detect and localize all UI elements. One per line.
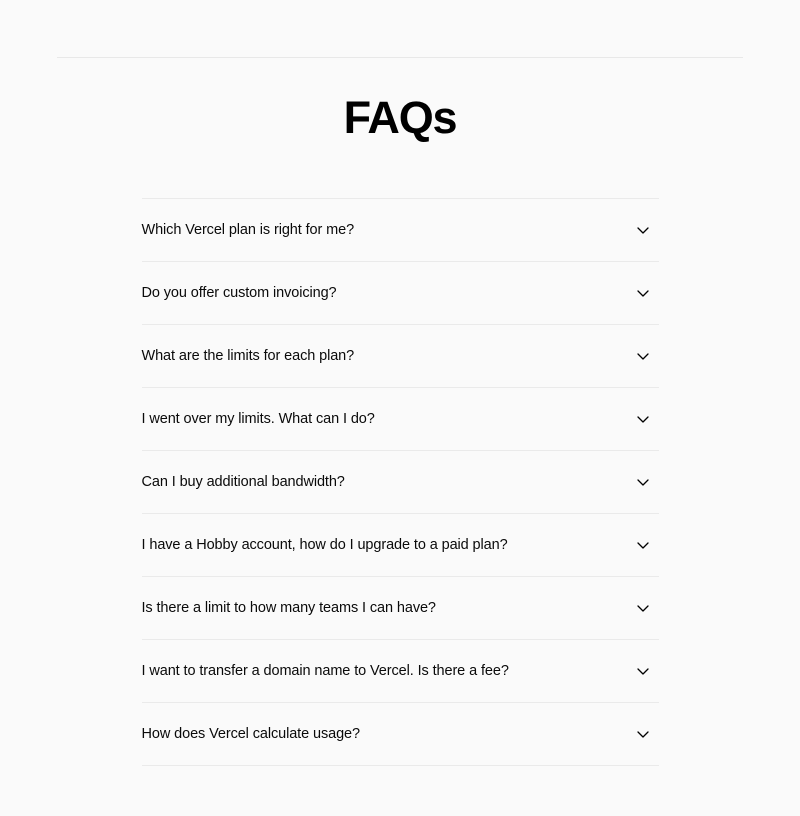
faq-item[interactable]: [142, 324, 659, 387]
chevron-down-icon[interactable]: [635, 474, 651, 490]
chevron-down-icon[interactable]: [635, 222, 651, 238]
faq-item[interactable]: [142, 702, 659, 766]
faq-accordion-list: [142, 140, 659, 766]
faq-item[interactable]: [142, 450, 659, 513]
faq-item[interactable]: [142, 513, 659, 576]
faq-item[interactable]: [142, 639, 659, 702]
chevron-down-icon[interactable]: [635, 537, 651, 553]
faq-question-label: How does Vercel calculate usage?: [141, 725, 360, 742]
chevron-down-icon[interactable]: [635, 726, 651, 742]
chevron-down-icon[interactable]: [635, 348, 651, 364]
faq-question-label: I want to transfer a domain name to Vercel. Is there a fee?: [141, 662, 509, 679]
chevron-down-icon[interactable]: [635, 285, 651, 301]
faq-item[interactable]: [142, 387, 659, 450]
faq-item[interactable]: [142, 198, 659, 261]
page-title: FAQs: [343, 92, 457, 143]
faq-question-label: I have a Hobby account, how do I upgrade to a paid plan?: [141, 536, 508, 553]
chevron-down-icon[interactable]: [635, 411, 651, 427]
chevron-down-icon[interactable]: [635, 600, 651, 616]
faq-question-label: I went over my limits. What can I do?: [141, 410, 375, 427]
faq-section: [0, 57, 800, 766]
faq-question-label: What are the limits for each plan?: [141, 347, 355, 364]
faq-item[interactable]: [142, 576, 659, 639]
faq-question-label: Do you offer custom invoicing?: [141, 284, 337, 301]
faq-item[interactable]: [142, 261, 659, 324]
faq-question-label: Which Vercel plan is right for me?: [141, 221, 355, 238]
chevron-down-icon[interactable]: [635, 663, 651, 679]
faq-question-label: Can I buy additional bandwidth?: [141, 473, 345, 490]
faq-question-label: Is there a limit to how many teams I can have?: [141, 599, 436, 616]
